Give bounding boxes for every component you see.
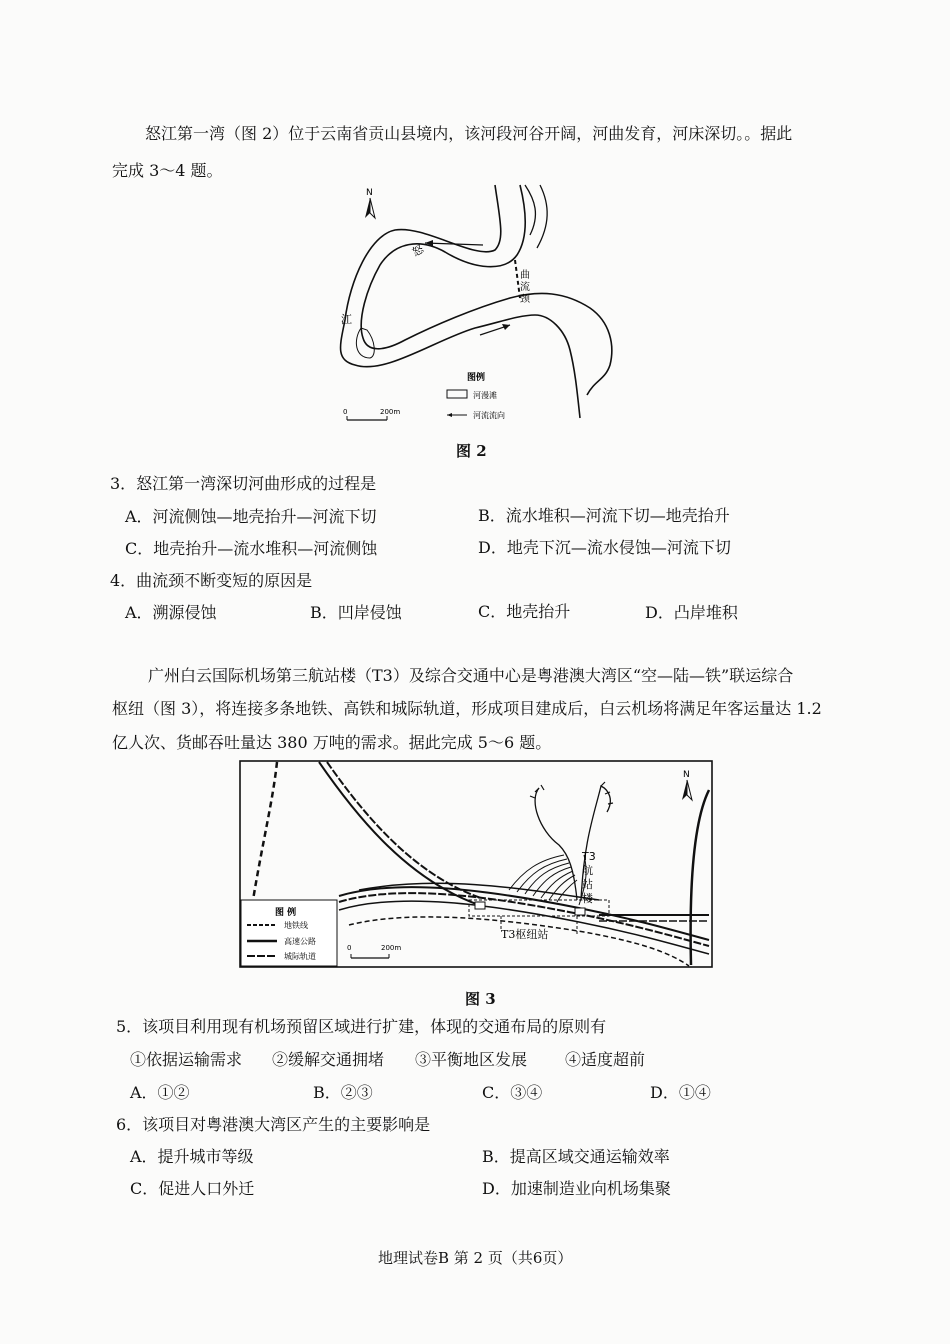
q3-option-d: D．地壳下沉—流水侵蚀—河流下切 xyxy=(478,538,731,557)
q3-stem: 3．怒江第一湾深切河曲形成的过程是 xyxy=(110,474,377,493)
north-arrow-icon xyxy=(682,780,692,800)
t3-terminal-building xyxy=(509,782,613,905)
fig3-scale-dist: 200m xyxy=(381,944,402,952)
river-label-nu: 怒 xyxy=(410,242,427,260)
passage1-line2: 完成 3～4 题。 xyxy=(112,161,223,180)
q6-option-a: A．提升城市等级 xyxy=(130,1147,254,1166)
q6-option-b: B．提高区域交通运输效率 xyxy=(482,1147,670,1166)
fig3-legend-highway: 高速公路 xyxy=(284,937,316,946)
q4-stem: 4．曲流颈不断变短的原因是 xyxy=(110,571,313,590)
q5-option-a: A．①② xyxy=(130,1083,190,1102)
q3-option-c: C．地壳抬升—流水堆积—河流侧蚀 xyxy=(125,539,378,558)
t3-label-hang: 航 xyxy=(582,864,593,877)
page-footer: 地理试卷B 第 2 页（共6页） xyxy=(378,1249,573,1267)
fig2-legend-title: 图例 xyxy=(467,373,486,383)
t3-label-lou: 楼 xyxy=(582,892,593,905)
figure2-map xyxy=(325,180,625,430)
q6-option-c: C．促进人口外迁 xyxy=(130,1179,255,1198)
t3-label: T3 xyxy=(582,850,596,863)
q6-stem: 6．该项目对粤港澳大湾区产生的主要影响是 xyxy=(116,1115,431,1134)
neck-label-3: 颈 xyxy=(520,294,530,305)
fig3-legend-title: 图 例 xyxy=(275,908,297,918)
q5-stem: 5．该项目利用现有机场预留区域进行扩建，体现的交通布局的原则有 xyxy=(116,1017,607,1036)
q3-option-b: B．流水堆积—河流下切—地壳抬升 xyxy=(478,506,730,525)
fig3-north-label: N xyxy=(683,770,690,780)
figure3-caption: 图 3 xyxy=(465,990,496,1008)
fig3-scale-zero: 0 xyxy=(347,944,352,952)
q4-option-c: C．地壳抬升 xyxy=(478,602,571,621)
fig2-legend-floodplain: 河漫滩 xyxy=(473,391,497,400)
neck-label-1: 曲 xyxy=(520,270,530,281)
passage1-line1: 怒江第一湾（图 2）位于云南省贡山县境内，该河段河谷开阔，河曲发育，河床深切。。据此 xyxy=(145,124,793,143)
figure2-caption: 图 2 xyxy=(456,442,487,460)
fig3-legend-rail: 城际轨道 xyxy=(284,952,316,961)
north-label: N xyxy=(366,188,373,198)
passage2-line1: 广州白云国际机场第三航站楼（T3）及综合交通中心是粤港澳大湾区“空—陆—铁”联运综合 xyxy=(148,666,794,685)
q3-option-a: A．河流侧蚀—地壳抬升—河流下切 xyxy=(125,507,377,526)
q6-option-d: D．加速制造业向机场集聚 xyxy=(482,1179,671,1198)
q5-option-d: D．①④ xyxy=(650,1083,711,1102)
q5-statement-1: ①依据运输需求 xyxy=(130,1050,243,1069)
north-arrow-icon xyxy=(365,198,375,218)
q5-statement-3: ③平衡地区发展 xyxy=(415,1050,528,1069)
q5-option-c: C．③④ xyxy=(482,1083,543,1102)
fig2-legend-flow: 河流流向 xyxy=(473,411,505,420)
q5-option-b: B．②③ xyxy=(313,1083,373,1102)
q4-option-d: D．凸岸堆积 xyxy=(645,603,738,622)
q5-statement-2: ②缓解交通拥堵 xyxy=(272,1050,385,1069)
q5-statement-4: ④适度超前 xyxy=(565,1050,646,1069)
passage2-line2: 枢纽（图 3），将连接多条地铁、高铁和城际轨道，形成项目建成后，白云机场将满足年客运量达 1.2 xyxy=(112,699,822,718)
fig2-scale-zero: 0 xyxy=(343,408,348,416)
figure3-map xyxy=(239,760,713,968)
passage2-line3: 亿人次、货邮吞吐量达 380 万吨的需求。据此完成 5～6 题。 xyxy=(112,733,552,752)
fig3-legend-metro: 地铁线 xyxy=(284,921,308,930)
t3-hub-label: T3枢纽站 xyxy=(501,928,549,941)
neck-label-2: 流 xyxy=(520,282,530,293)
q4-option-b: B．凹岸侵蚀 xyxy=(310,603,402,622)
t3-label-zhan: 站 xyxy=(582,878,593,891)
fig2-scale-dist: 200m xyxy=(380,408,401,416)
river-label-jiang: 江 xyxy=(341,313,352,326)
q4-option-a: A．溯源侵蚀 xyxy=(125,603,217,622)
